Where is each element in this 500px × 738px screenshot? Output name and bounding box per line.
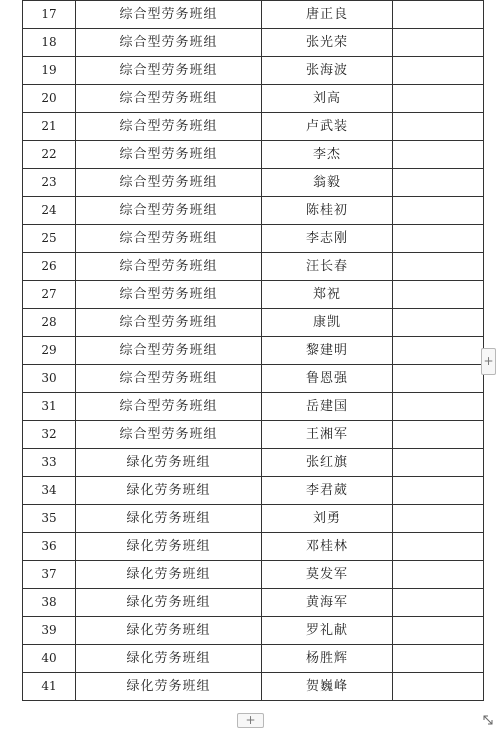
person-name-cell[interactable]: 黎建明 (262, 337, 393, 365)
person-name-cell[interactable]: 李志刚 (262, 225, 393, 253)
table-row (23, 673, 484, 701)
remarks-cell[interactable] (393, 1, 484, 29)
remarks-cell[interactable] (393, 197, 484, 225)
table-row (23, 225, 484, 253)
roster-table-body (23, 1, 484, 701)
row-number-cell[interactable]: 20 (23, 85, 76, 113)
remarks-cell[interactable] (393, 57, 484, 85)
row-number-cell[interactable]: 21 (23, 113, 76, 141)
row-number-cell[interactable]: 30 (23, 365, 76, 393)
row-number-cell[interactable]: 19 (23, 57, 76, 85)
team-name-cell[interactable]: 综合型劳务班组 (76, 253, 262, 281)
resize-diagonal-icon-graphic (481, 713, 495, 727)
person-name-cell[interactable]: 翁毅 (262, 169, 393, 197)
person-name-cell[interactable]: 张红旗 (262, 449, 393, 477)
team-name-cell[interactable]: 综合型劳务班组 (76, 169, 262, 197)
table-row (23, 393, 484, 421)
row-number-cell[interactable]: 22 (23, 141, 76, 169)
team-name-cell[interactable]: 综合型劳务班组 (76, 85, 262, 113)
row-number-cell[interactable]: 38 (23, 589, 76, 617)
remarks-cell[interactable] (393, 449, 484, 477)
person-name-cell[interactable]: 王湘军 (262, 421, 393, 449)
team-name-cell[interactable]: 绿化劳务班组 (76, 449, 262, 477)
person-name-cell[interactable]: 唐正良 (262, 1, 393, 29)
table-row (23, 421, 484, 449)
remarks-cell[interactable] (393, 645, 484, 673)
row-number-cell[interactable]: 40 (23, 645, 76, 673)
remarks-cell[interactable] (393, 225, 484, 253)
table-row (23, 645, 484, 673)
table-row (23, 477, 484, 505)
row-number-cell[interactable]: 26 (23, 253, 76, 281)
row-number-cell[interactable]: 18 (23, 29, 76, 57)
resize-diagonal-icon[interactable] (481, 712, 495, 726)
table-row (23, 337, 484, 365)
remarks-cell[interactable] (393, 141, 484, 169)
person-name-cell[interactable]: 罗礼献 (262, 617, 393, 645)
row-number-cell[interactable]: 24 (23, 197, 76, 225)
row-number-cell[interactable]: 39 (23, 617, 76, 645)
remarks-cell[interactable] (393, 169, 484, 197)
remarks-cell[interactable] (393, 533, 484, 561)
row-number-cell[interactable]: 34 (23, 477, 76, 505)
person-name-cell[interactable]: 岳建国 (262, 393, 393, 421)
row-number-cell[interactable]: 35 (23, 505, 76, 533)
person-name-cell[interactable]: 卢武装 (262, 113, 393, 141)
table-row (23, 309, 484, 337)
remarks-cell[interactable] (393, 561, 484, 589)
person-name-cell[interactable]: 杨胜辉 (262, 645, 393, 673)
table-row (23, 365, 484, 393)
table-row (23, 589, 484, 617)
person-name-cell[interactable]: 张海波 (262, 57, 393, 85)
table-row (23, 253, 484, 281)
remarks-cell[interactable] (393, 29, 484, 57)
person-name-cell[interactable]: 刘高 (262, 85, 393, 113)
row-number-cell[interactable]: 37 (23, 561, 76, 589)
team-name-cell[interactable]: 综合型劳务班组 (76, 281, 262, 309)
person-name-cell[interactable]: 邓桂林 (262, 533, 393, 561)
table-row (23, 197, 484, 225)
table-row (23, 113, 484, 141)
remarks-cell[interactable] (393, 365, 484, 393)
remarks-cell[interactable] (393, 281, 484, 309)
team-name-cell[interactable]: 绿化劳务班组 (76, 617, 262, 645)
row-number-cell[interactable]: 25 (23, 225, 76, 253)
person-name-cell[interactable]: 郑祝 (262, 281, 393, 309)
person-name-cell[interactable]: 鲁恩强 (262, 365, 393, 393)
table-row (23, 533, 484, 561)
table-row (23, 561, 484, 589)
team-name-cell[interactable]: 绿化劳务班组 (76, 533, 262, 561)
person-name-cell[interactable]: 刘勇 (262, 505, 393, 533)
team-name-cell[interactable]: 综合型劳务班组 (76, 29, 262, 57)
remarks-cell[interactable] (393, 589, 484, 617)
remarks-cell[interactable] (393, 505, 484, 533)
team-name-cell[interactable]: 综合型劳务班组 (76, 113, 262, 141)
table-row (23, 141, 484, 169)
add-column-button[interactable]: + (481, 348, 496, 375)
row-number-cell[interactable]: 41 (23, 673, 76, 701)
table-row (23, 57, 484, 85)
team-name-cell[interactable]: 绿化劳务班组 (76, 561, 262, 589)
remarks-cell[interactable] (393, 393, 484, 421)
row-number-cell[interactable]: 28 (23, 309, 76, 337)
roster-table (22, 0, 484, 701)
remarks-cell[interactable] (393, 673, 484, 701)
row-number-cell[interactable]: 36 (23, 533, 76, 561)
team-name-cell[interactable]: 绿化劳务班组 (76, 589, 262, 617)
table-row (23, 449, 484, 477)
row-number-cell[interactable]: 23 (23, 169, 76, 197)
row-number-cell[interactable]: 27 (23, 281, 76, 309)
add-row-button[interactable]: + (237, 713, 264, 728)
table-row (23, 505, 484, 533)
person-name-cell[interactable]: 李君葳 (262, 477, 393, 505)
team-name-cell[interactable]: 绿化劳务班组 (76, 673, 262, 701)
remarks-cell[interactable] (393, 337, 484, 365)
team-name-cell[interactable]: 综合型劳务班组 (76, 393, 262, 421)
remarks-cell[interactable] (393, 421, 484, 449)
row-number-cell[interactable]: 31 (23, 393, 76, 421)
team-name-cell[interactable]: 综合型劳务班组 (76, 337, 262, 365)
person-name-cell[interactable]: 莫发军 (262, 561, 393, 589)
table-row (23, 617, 484, 645)
person-name-cell[interactable]: 陈桂初 (262, 197, 393, 225)
table-row (23, 281, 484, 309)
team-name-cell[interactable]: 绿化劳务班组 (76, 505, 262, 533)
team-name-cell[interactable]: 综合型劳务班组 (76, 57, 262, 85)
table-row (23, 29, 484, 57)
team-name-cell[interactable]: 综合型劳务班组 (76, 197, 262, 225)
row-number-cell[interactable]: 32 (23, 421, 76, 449)
team-name-cell[interactable]: 综合型劳务班组 (76, 365, 262, 393)
remarks-cell[interactable] (393, 85, 484, 113)
table-row (23, 85, 484, 113)
person-name-cell[interactable]: 张光荣 (262, 29, 393, 57)
row-number-cell[interactable]: 29 (23, 337, 76, 365)
table-row (23, 169, 484, 197)
team-name-cell[interactable]: 综合型劳务班组 (76, 421, 262, 449)
person-name-cell[interactable]: 康凯 (262, 309, 393, 337)
team-name-cell[interactable]: 绿化劳务班组 (76, 477, 262, 505)
team-name-cell[interactable]: 综合型劳务班组 (76, 141, 262, 169)
person-name-cell[interactable]: 黄海军 (262, 589, 393, 617)
team-name-cell[interactable]: 综合型劳务班组 (76, 1, 262, 29)
row-number-cell[interactable]: 17 (23, 1, 76, 29)
person-name-cell[interactable]: 汪长春 (262, 253, 393, 281)
remarks-cell[interactable] (393, 253, 484, 281)
team-name-cell[interactable]: 综合型劳务班组 (76, 309, 262, 337)
row-number-cell[interactable]: 33 (23, 449, 76, 477)
team-name-cell[interactable]: 综合型劳务班组 (76, 225, 262, 253)
remarks-cell[interactable] (393, 113, 484, 141)
person-name-cell[interactable]: 李杰 (262, 141, 393, 169)
roster-table-wrap (22, 0, 481, 701)
remarks-cell[interactable] (393, 477, 484, 505)
remarks-cell[interactable] (393, 617, 484, 645)
team-name-cell[interactable]: 绿化劳务班组 (76, 645, 262, 673)
remarks-cell[interactable] (393, 309, 484, 337)
table-row (23, 1, 484, 29)
person-name-cell[interactable]: 贺巍峰 (262, 673, 393, 701)
